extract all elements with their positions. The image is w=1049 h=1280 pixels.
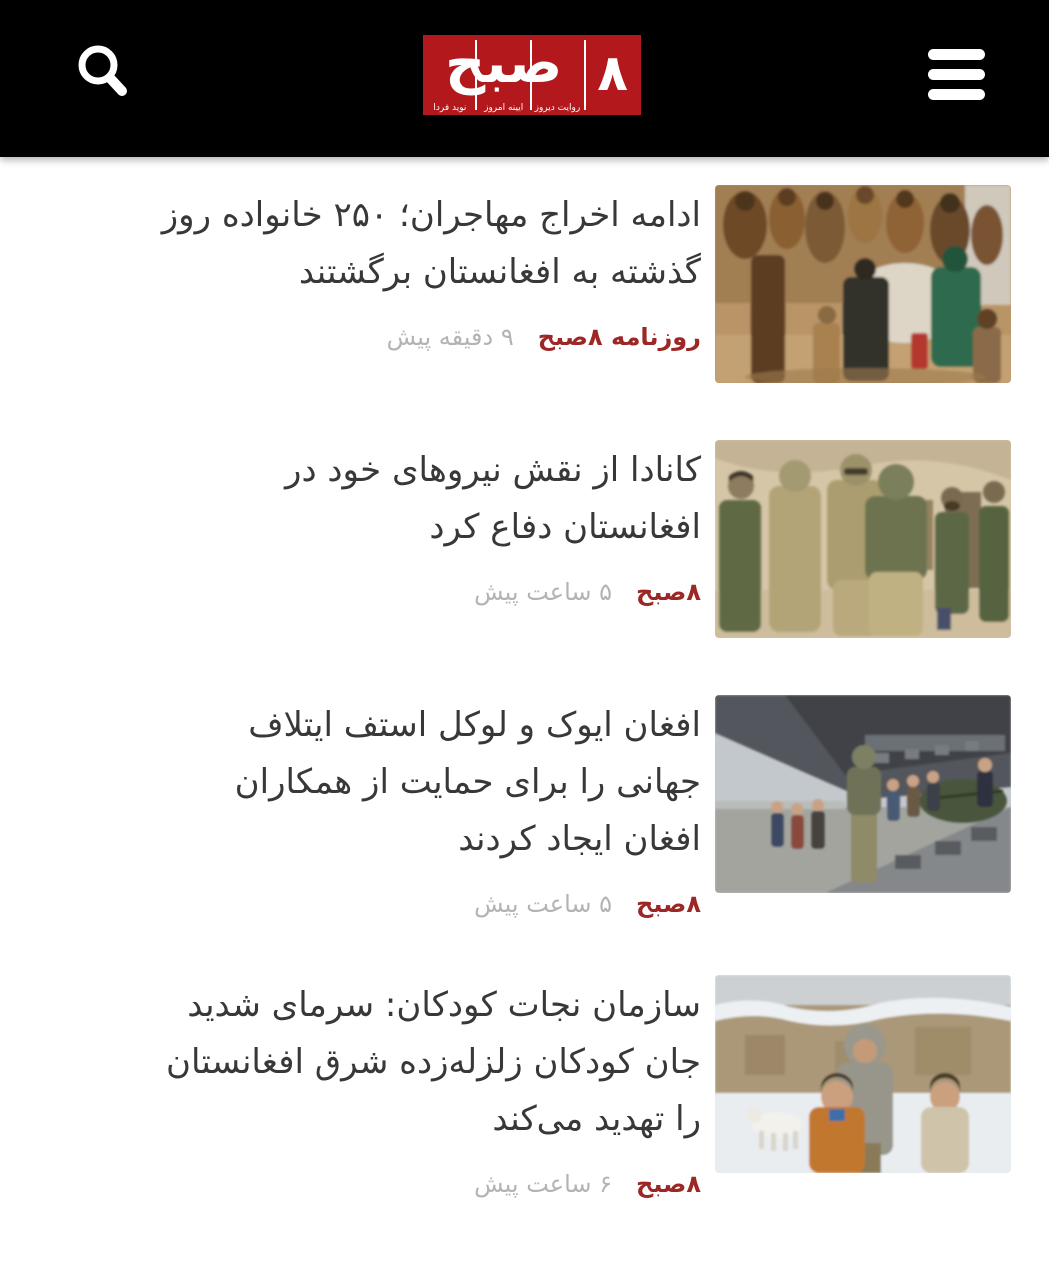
- article-meta: [48, 890, 701, 918]
- article-headline[interactable]: افغان ایوک و لوکل استف ایتلاف جهانی را برای حمایت از همکاران افغان ایجاد کردند: [234, 705, 701, 859]
- article-source-link[interactable]: روزنامه ۸صبح: [537, 323, 701, 351]
- logo-tagline: [423, 103, 584, 113]
- article-source-link[interactable]: ۸صبح: [636, 578, 701, 606]
- logo-wordmark: صبح: [444, 34, 563, 96]
- logo-tagline-center: آیینه امروز: [484, 102, 524, 113]
- logo-tagline-left: نوید فردا: [433, 102, 467, 113]
- article-card: [48, 440, 1011, 638]
- article-thumbnail-soldiers[interactable]: [715, 440, 1011, 638]
- evacuees-boarding-military-plane-image: [715, 695, 1011, 893]
- hamburger-menu-icon: [928, 49, 985, 100]
- menu-button[interactable]: [928, 49, 985, 100]
- article-timestamp: ۶ ساعت پیش: [474, 1170, 613, 1198]
- article-thumbnail-airplane[interactable]: [715, 695, 1011, 893]
- article-timestamp: ۹ دقیقه پیش: [386, 323, 514, 351]
- children-in-snow-village-image: [715, 975, 1011, 1173]
- news-feed: [0, 157, 1049, 1198]
- logo-number: ۸: [597, 43, 628, 102]
- crowd-of-displaced-people-image: [715, 185, 1011, 383]
- article-thumbnail-children[interactable]: [715, 975, 1011, 1173]
- article-card: [48, 695, 1011, 918]
- search-button[interactable]: [72, 41, 136, 108]
- logo[interactable]: [423, 35, 641, 115]
- article-source-link[interactable]: ۸صبح: [636, 890, 701, 918]
- article-timestamp: ۵ ساعت پیش: [474, 890, 613, 918]
- search-icon: [72, 41, 136, 105]
- article-thumbnail-crowd[interactable]: [715, 185, 1011, 383]
- article-meta: [48, 323, 701, 351]
- article-headline[interactable]: سازمان نجات کودکان: سرمای شدید جان کودکان زلزله‌زده شرق افغانستان را تهدید می‌کند: [166, 985, 701, 1139]
- article-source-link[interactable]: ۸صبح: [636, 1170, 701, 1198]
- article-timestamp: ۵ ساعت پیش: [474, 578, 613, 606]
- article-headline[interactable]: ادامه اخراج مهاجران؛ ۲۵۰ خانواده روز گذشته به افغانستان برگشتند: [161, 195, 701, 292]
- article-meta: [48, 1170, 701, 1198]
- article-card: [48, 185, 1011, 383]
- soldiers-meeting-indoors-image: [715, 440, 1011, 638]
- article-meta: [48, 578, 701, 606]
- app-header: [0, 0, 1049, 157]
- article-headline[interactable]: کانادا از نقش نیروهای خود در افغانستان دفاع کرد: [285, 450, 701, 547]
- article-card: [48, 975, 1011, 1198]
- logo-tagline-right: روایت دیروز: [534, 102, 581, 113]
